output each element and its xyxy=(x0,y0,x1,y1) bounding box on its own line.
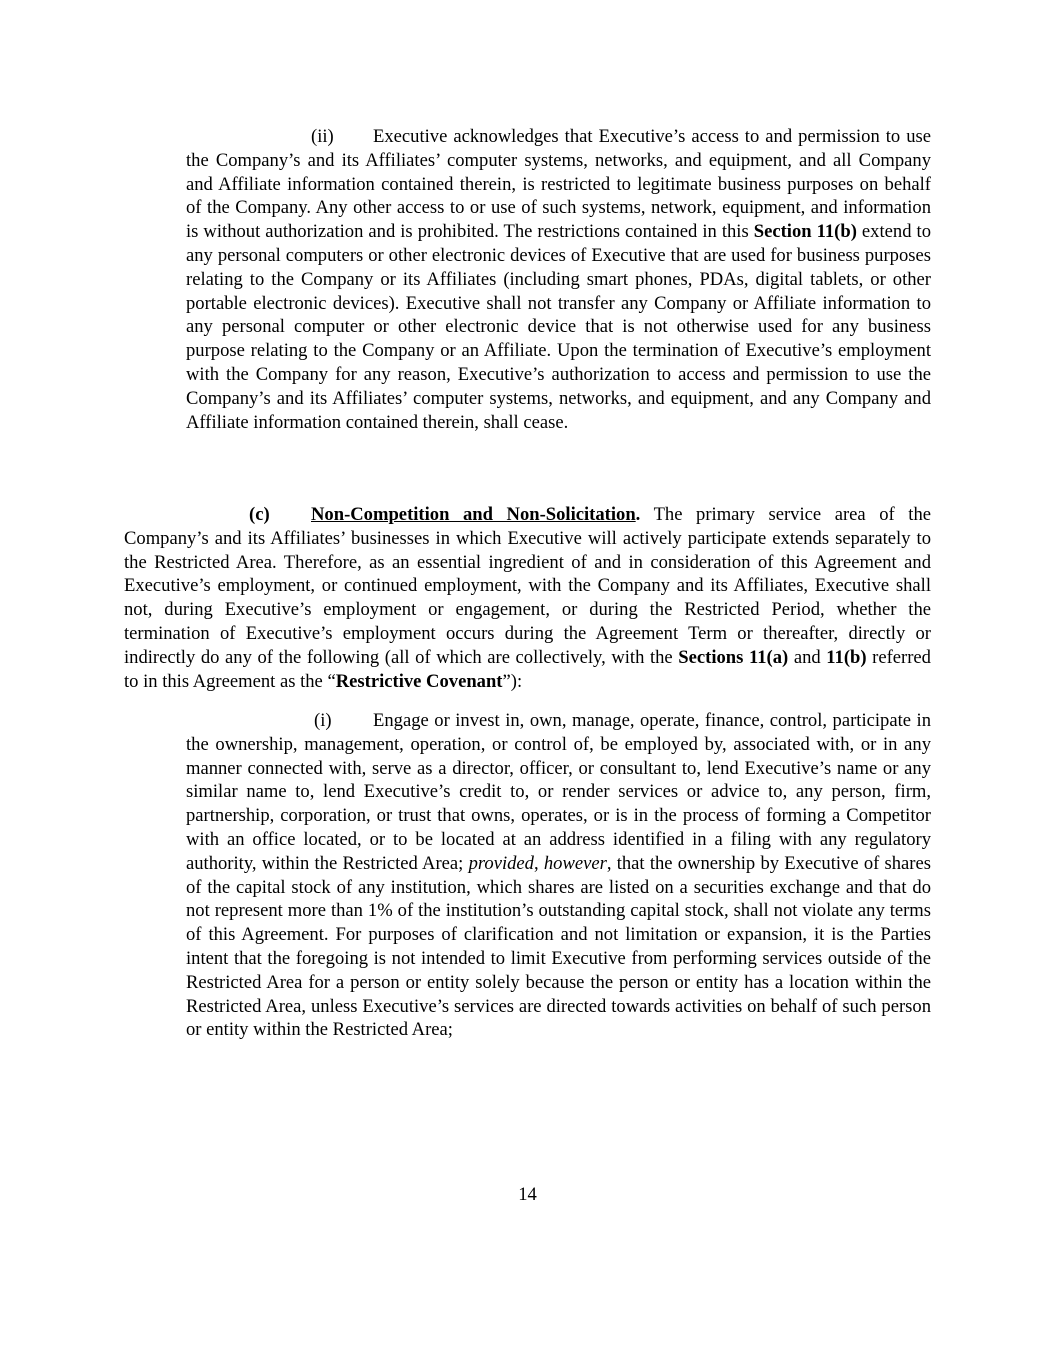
paragraph-number: (c) xyxy=(249,504,270,525)
paragraph-number: (i) xyxy=(314,710,332,731)
italic-term: provided xyxy=(468,852,534,874)
section-heading: Non-Competition and Non-Solicitation xyxy=(311,504,636,525)
paragraph-text: extend to any personal computers or other electronic devices of Executive that are used for business purposes relating to the Company or its Affiliates (including smart phones, PDAs, digital tablets, or other portable electronic devices). Executive shall not transfer any Company or Affiliate information to any personal computer or other electronic device that is not otherwise used for any business purpose relating to the Company or an Affiliate. Upon the termination of Executive’s employment with the Company for any reason, Executive’s authorization to access and permission to use the Company’s and its Affiliates’ computer systems, networks, and equipment, and any Company and Affiliate information contained therein, shall cease. xyxy=(186,221,931,433)
paragraph-text: and xyxy=(788,646,827,668)
paragraph-c xyxy=(124,503,931,693)
paragraph-ii xyxy=(186,125,931,434)
paragraph-text: Engage or invest in, own, manage, operate, finance, control, participate in the ownership, management, operation, or control of, be employed by, associated with, or in any manner connected with, serve as a director, officer, or consultant to, lend Executive’s name or any similar name to, lend Executive’s credit to, or render services or advice to, any person, firm, partnership, corporation, or trust that owns, operates, or is in the process of forming a Competitor with an office located, or to be located at an address identified in a filing with any regulatory authority, within the Restricted Area; xyxy=(186,710,931,874)
heading-period: . xyxy=(635,504,641,525)
paragraph-text: , that the ownership by Executive of shares of the capital stock of any institution, which shares are listed on a securities exchange and that do not represent more than 1% of the institution’s outstanding capital stock, shall not violate any terms of this Agreement. For purposes of clarification and not limitation or expansion, it is the Parties intent that the foregoing is not intended to limit Executive from performing services outside of the Restricted Area for a person or entity solely because the person or entity has a location within the Restricted Area, unless Executive’s services are directed towards activities on behalf of such person or entity within the Restricted Area; xyxy=(186,852,931,1041)
paragraph-text: The primary service area of the Company’s and its Affiliates’ businesses in which Executive will actively participate extends separately to the Restricted Area. Therefore, as an essential ingredient of and in consideration of this Agreement and Executive’s employment, or continued employment, with the Company and its Affiliates, Executive shall not, during Executive’s employment or engagement, or during the Restricted Period, whether the termination of Executive’s employment occurs during the Agreement Term or thereafter, directly or indirectly do any of the following (all of which are collectively, with the xyxy=(124,504,931,668)
page-number: 14 xyxy=(518,1184,537,1205)
section-reference: Section 11(b) xyxy=(753,221,857,243)
paragraph-number: (ii) xyxy=(311,126,334,147)
section-reference: 11(b) xyxy=(826,646,867,668)
paragraph-i xyxy=(186,709,931,1042)
section-reference: Sections 11(a) xyxy=(678,646,789,668)
italic-term: however xyxy=(543,852,607,874)
paragraph-text: Executive acknowledges that Executive’s access to and permission to use the Company’s and its Affiliates’ computer systems, networks, and equipment, and all Company and Affiliate information contained therein, is restricted to legitimate business purposes on behalf of the Company. Any other access to or use of such systems, network, equipment, and information is without authorization and is prohibited. The restrictions contained in this xyxy=(186,126,931,243)
paragraph-text: , xyxy=(533,852,544,874)
paragraph-text: ”): xyxy=(502,670,523,692)
paragraph-text: referred to in this Agreement as the “ xyxy=(124,646,931,692)
defined-term: Restrictive Covenant xyxy=(335,670,503,692)
